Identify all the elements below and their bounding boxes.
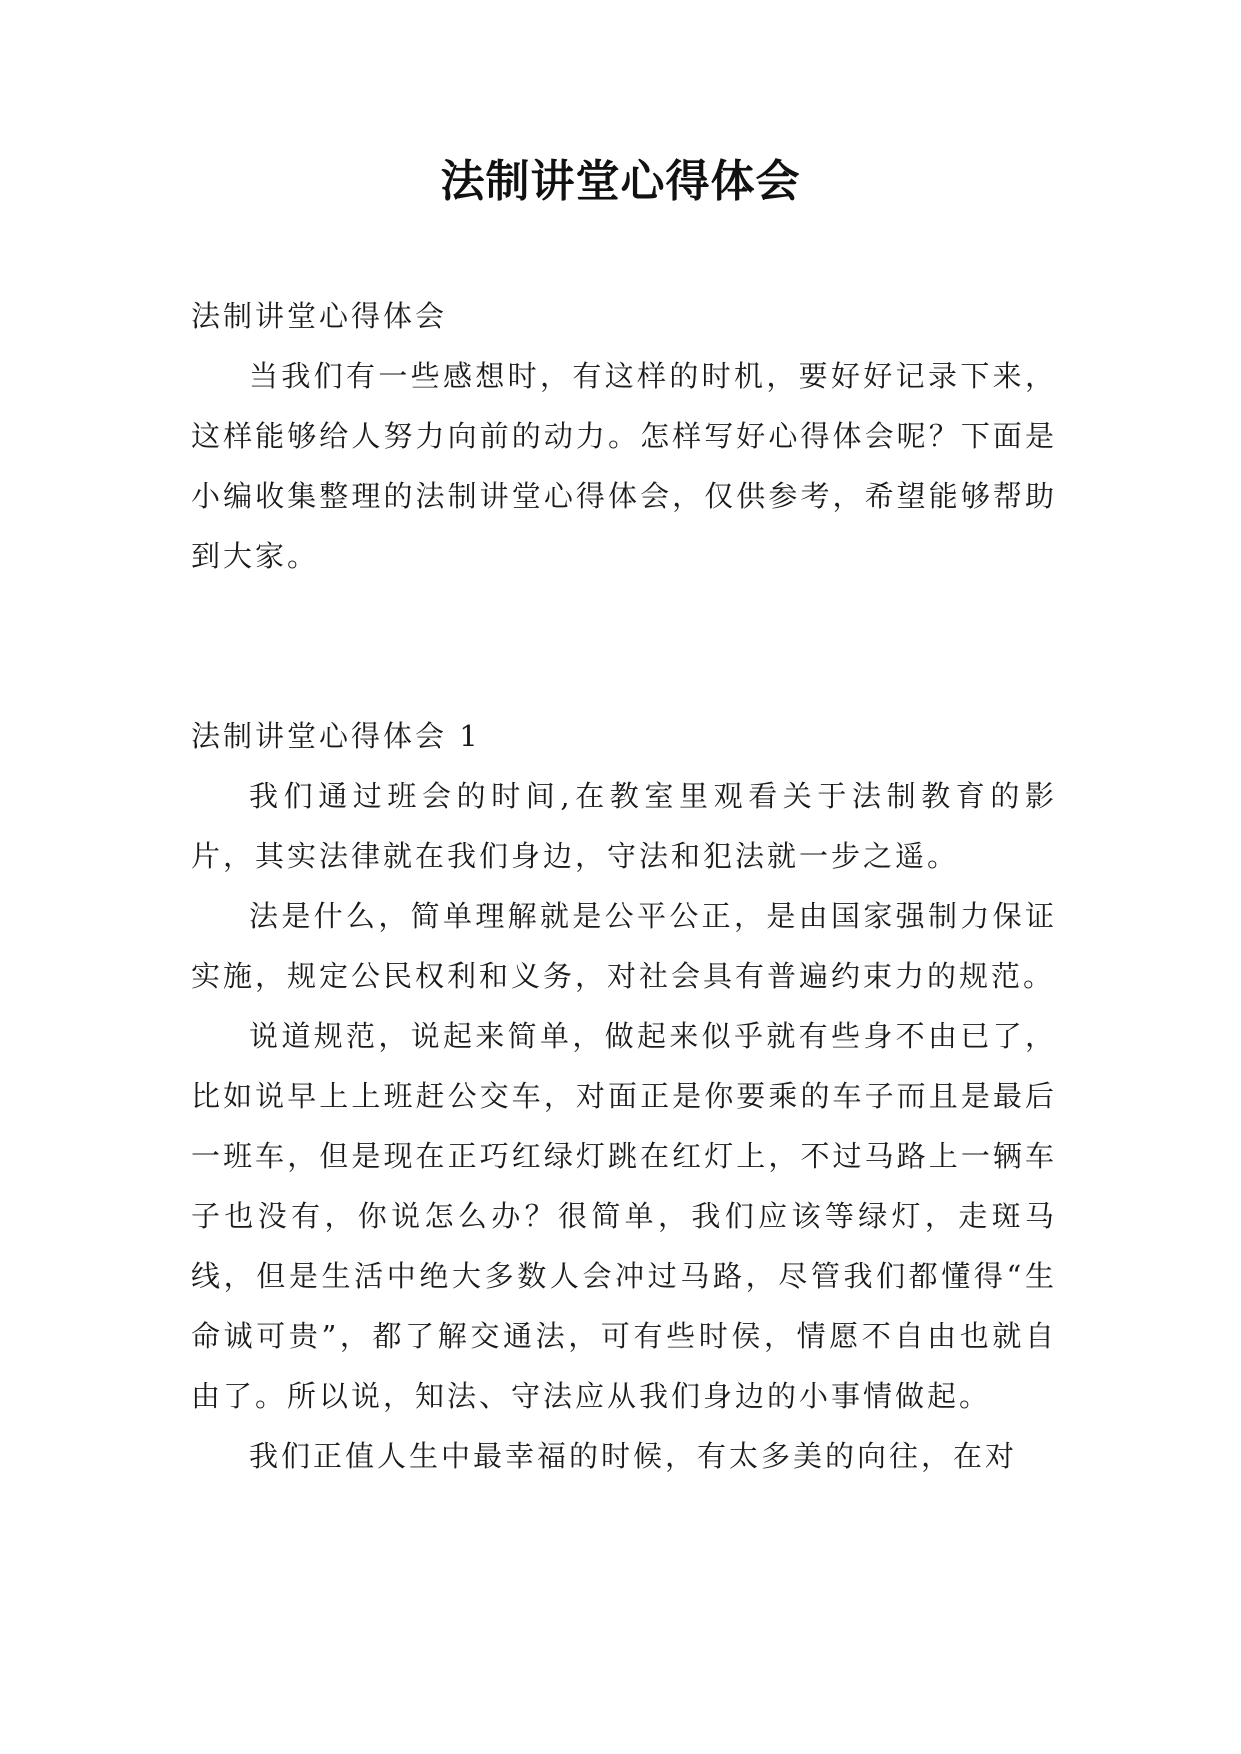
section1-heading: 法制讲堂心得体会 1 — [191, 719, 481, 753]
section1-paragraph-2: 法是什么，简单理解就是公平公正，是由国家强制力保证实施，规定公民权利和义务，对社会具有普遍约束力的规范。 — [191, 899, 1057, 993]
section1-paragraph-4: 我们正值人生中最幸福的时候，有太多美的向往，在对 — [249, 1439, 1018, 1473]
section-spacer — [191, 586, 1057, 706]
intro-paragraph: 当我们有一些感想时，有这样的时机，要好好记录下来，这样能够给人努力向前的动力。怎样写好心得体会呢？下面是小编收集整理的法制讲堂心得体会，仅供参考，希望能够帮助到大家。 — [191, 359, 1057, 573]
document-body — [191, 286, 1057, 1486]
section1-paragraph-3: 说道规范，说起来简单，做起来似乎就有些身不由已了，比如说早上上班赶公交车，对面正是你要乘的车子而且是最后一班车，但是现在正巧红绿灯跳在红灯上，不过马路上一辆车子也没有，你说怎么办？很简单，我们应该等绿灯，走斑马线，但是生活中绝大多数人会冲过马路，尽管我们都懂得“生命诚可贵”，都了解交通法，可有些时侯，情愿不自由也就自由了。所以说，知法、守法应从我们身边的小事情做起。 — [191, 1019, 1057, 1413]
document-title: 法制讲堂心得体会 — [440, 156, 801, 207]
section1-paragraph-1: 我们通过班会的时间,在教室里观看关于法制教育的影片，其实法律就在我们身边，守法和犯法就一步之遥。 — [191, 779, 1057, 873]
intro-heading: 法制讲堂心得体会 — [191, 299, 448, 333]
